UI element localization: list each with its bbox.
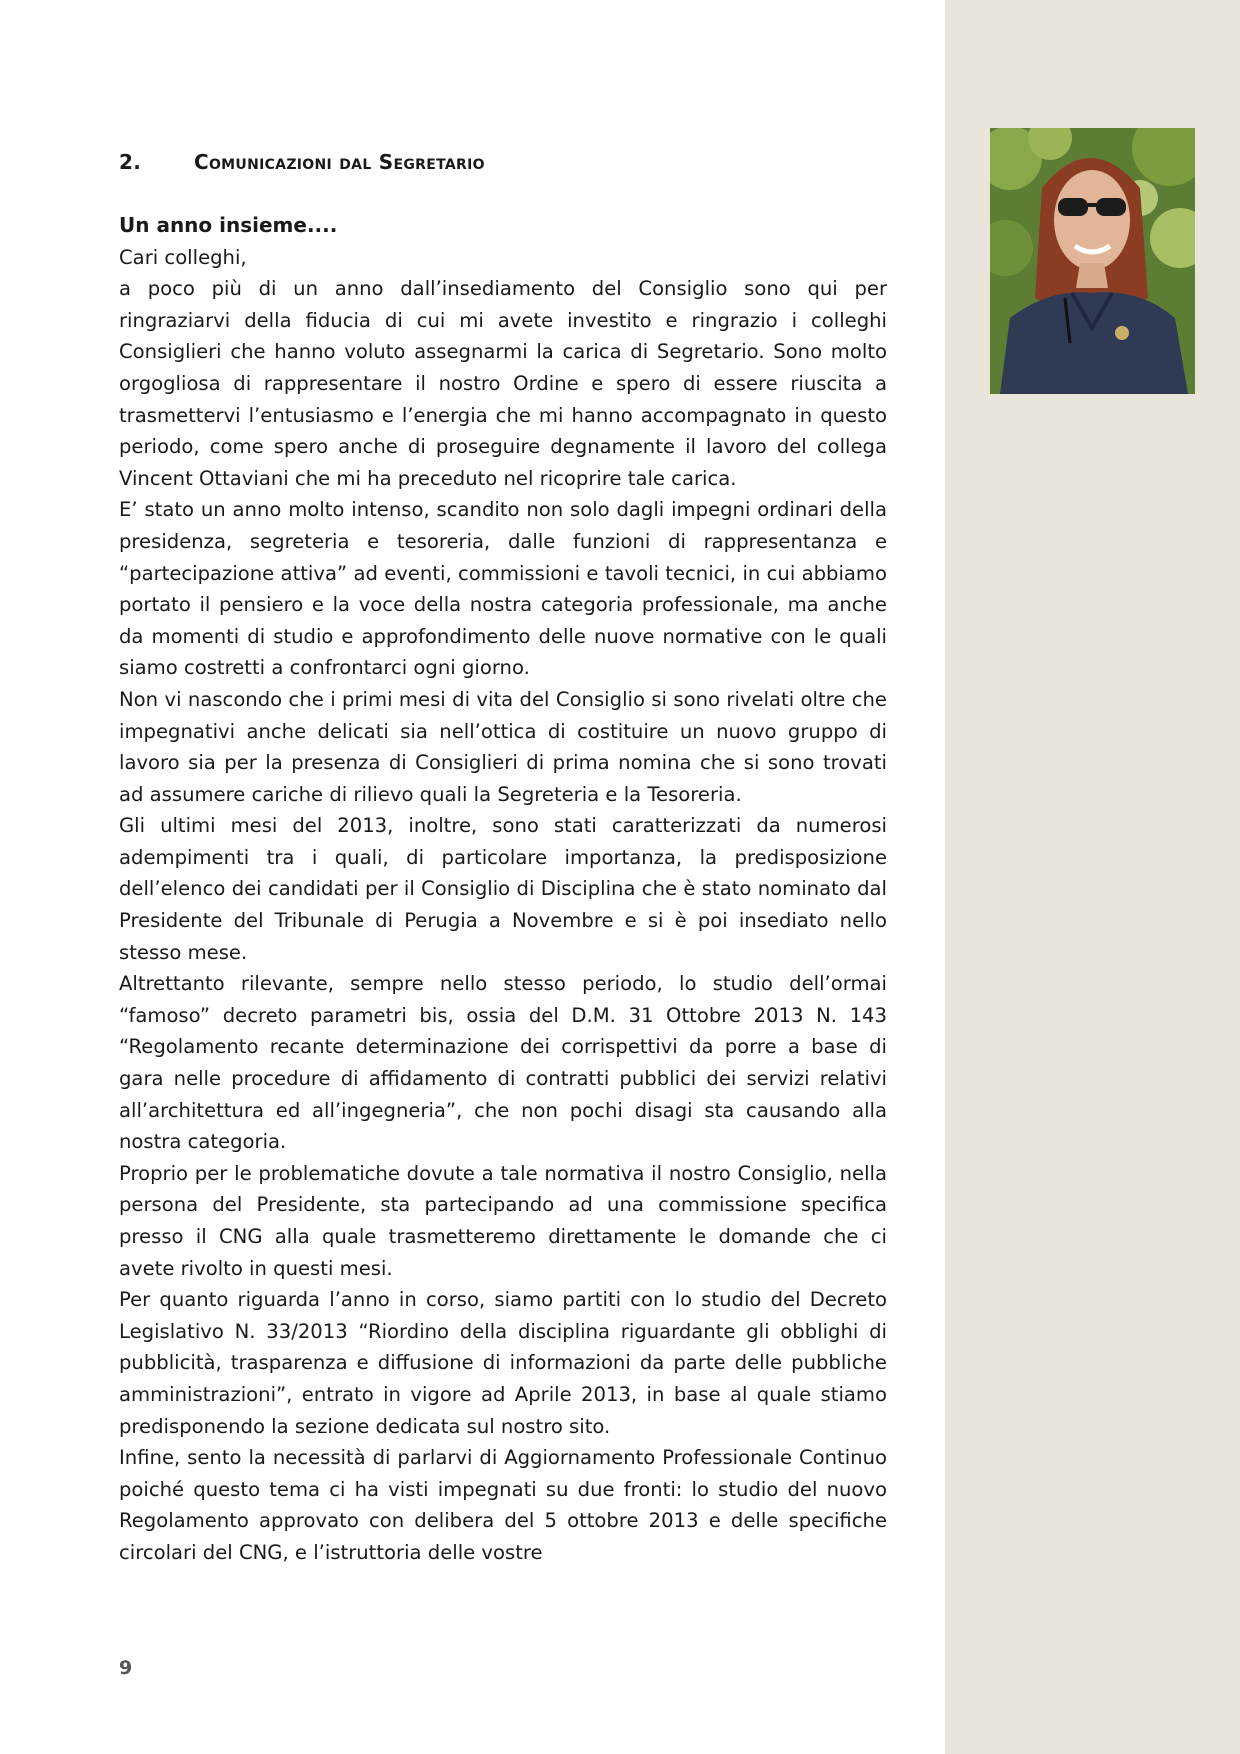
section-number: 2. [119, 150, 142, 174]
paragraph: E’ stato un anno molto intenso, scandito non solo dagli impegni ordinari della presidenza, segreteria e tesoreria, dalle funzioni di rappresentanza e “partecipazione attiva” ad eventi, commissioni e tavoli tecnici, in cui abbiamo portato il pensiero e la voce della nostra categoria professionale, ma anche da momenti di studio e approfondimento delle nuove normative con le quali siamo costretti a confrontarci ogni giorno. [119, 498, 887, 680]
paragraph: Per quanto riguarda l’anno in corso, siamo partiti con lo studio del Decreto Legislativo N. 33/2013 “Riordino della disciplina riguardante gli obblighi di pubblicità, trasparenza e diffusione di informazioni da parte delle pubbliche amministrazioni”, entrato in vigore ad Aprile 2013, in base al quale stiamo predisponendo la sezione dedicata sul nostro sito. [119, 1288, 887, 1438]
paragraph-greeting: Cari colleghi, [119, 245, 247, 269]
paragraph: Infine, sento la necessità di parlarvi di Aggiornamento Professionale Continuo poiché questo tema ci ha visti impegnati su due fronti: lo studio del nuovo Regolamento approvato con delibera del 5 ottobre 2013 e delle specifiche circolari del CNG, e l’istruttoria delle vostre [119, 1446, 887, 1564]
section-heading [119, 150, 889, 174]
paragraph: Proprio per le problematiche dovute a tale normativa il nostro Consiglio, nella persona del Presidente, sta partecipando ad una commissione specifica presso il CNG alla quale trasmetteremo direttamente le domande che ci avete rivolto in questi mesi. [119, 1161, 887, 1280]
paragraph: Non vi nascondo che i primi mesi di vita del Consiglio si sono rivelati oltre che impegnativi anche delicati sia nell’ottica di costituire un nuovo gruppo di lavoro sia per la presenza di Consiglieri di prima nomina che si sono trovati ad assumere cariche di rilievo quali la Segreteria e la Tesoreria. [119, 687, 887, 806]
section-title: Comunicazioni dal Segretario [194, 150, 485, 174]
author-photo [990, 128, 1195, 394]
page-number: 9 [119, 1657, 133, 1679]
paragraph: Gli ultimi mesi del 2013, inoltre, sono stati caratterizzati da numerosi adempimenti tra i quali, di particolare importanza, la predisposizione dell’elenco dei candidati per il Consiglio di Disciplina che è stato nominato dal Presidente del Tribunale di Perugia a Novembre e si è poi insediato nello stesso mese. [119, 814, 887, 964]
paragraph: a poco più di un anno dall’insediamento del Consiglio sono qui per ringraziarvi della fiducia di cui mi avete investito e ringrazio i colleghi Consiglieri che hanno voluto assegnarmi la carica di Segretario. Sono molto orgogliosa di rappresentare il nostro Ordine e spero di essere riuscita a trasmettervi l’entusiasmo e l’energia che mi hanno accompagnato in questo periodo, come spero anche di proseguire degnamente il lavoro del collega Vincent Ottaviani che mi ha preceduto nel ricoprire tale carica. [119, 277, 887, 490]
paragraph: Altrettanto rilevante, sempre nello stesso periodo, lo studio dell’ormai “famoso” decreto parametri bis, ossia del D.M. 31 Ottobre 2013 N. 143 “Regolamento recante determinazione dei corrispettivi da porre a base di gara nelle procedure di affidamento di contratti pubblici dei servizi relativi all’architettura ed all’ingegneria”, che non pochi disagi sta causando alla nostra categoria. [119, 972, 887, 1154]
article-title: Un anno insieme.... [119, 213, 338, 237]
article [119, 210, 887, 1569]
